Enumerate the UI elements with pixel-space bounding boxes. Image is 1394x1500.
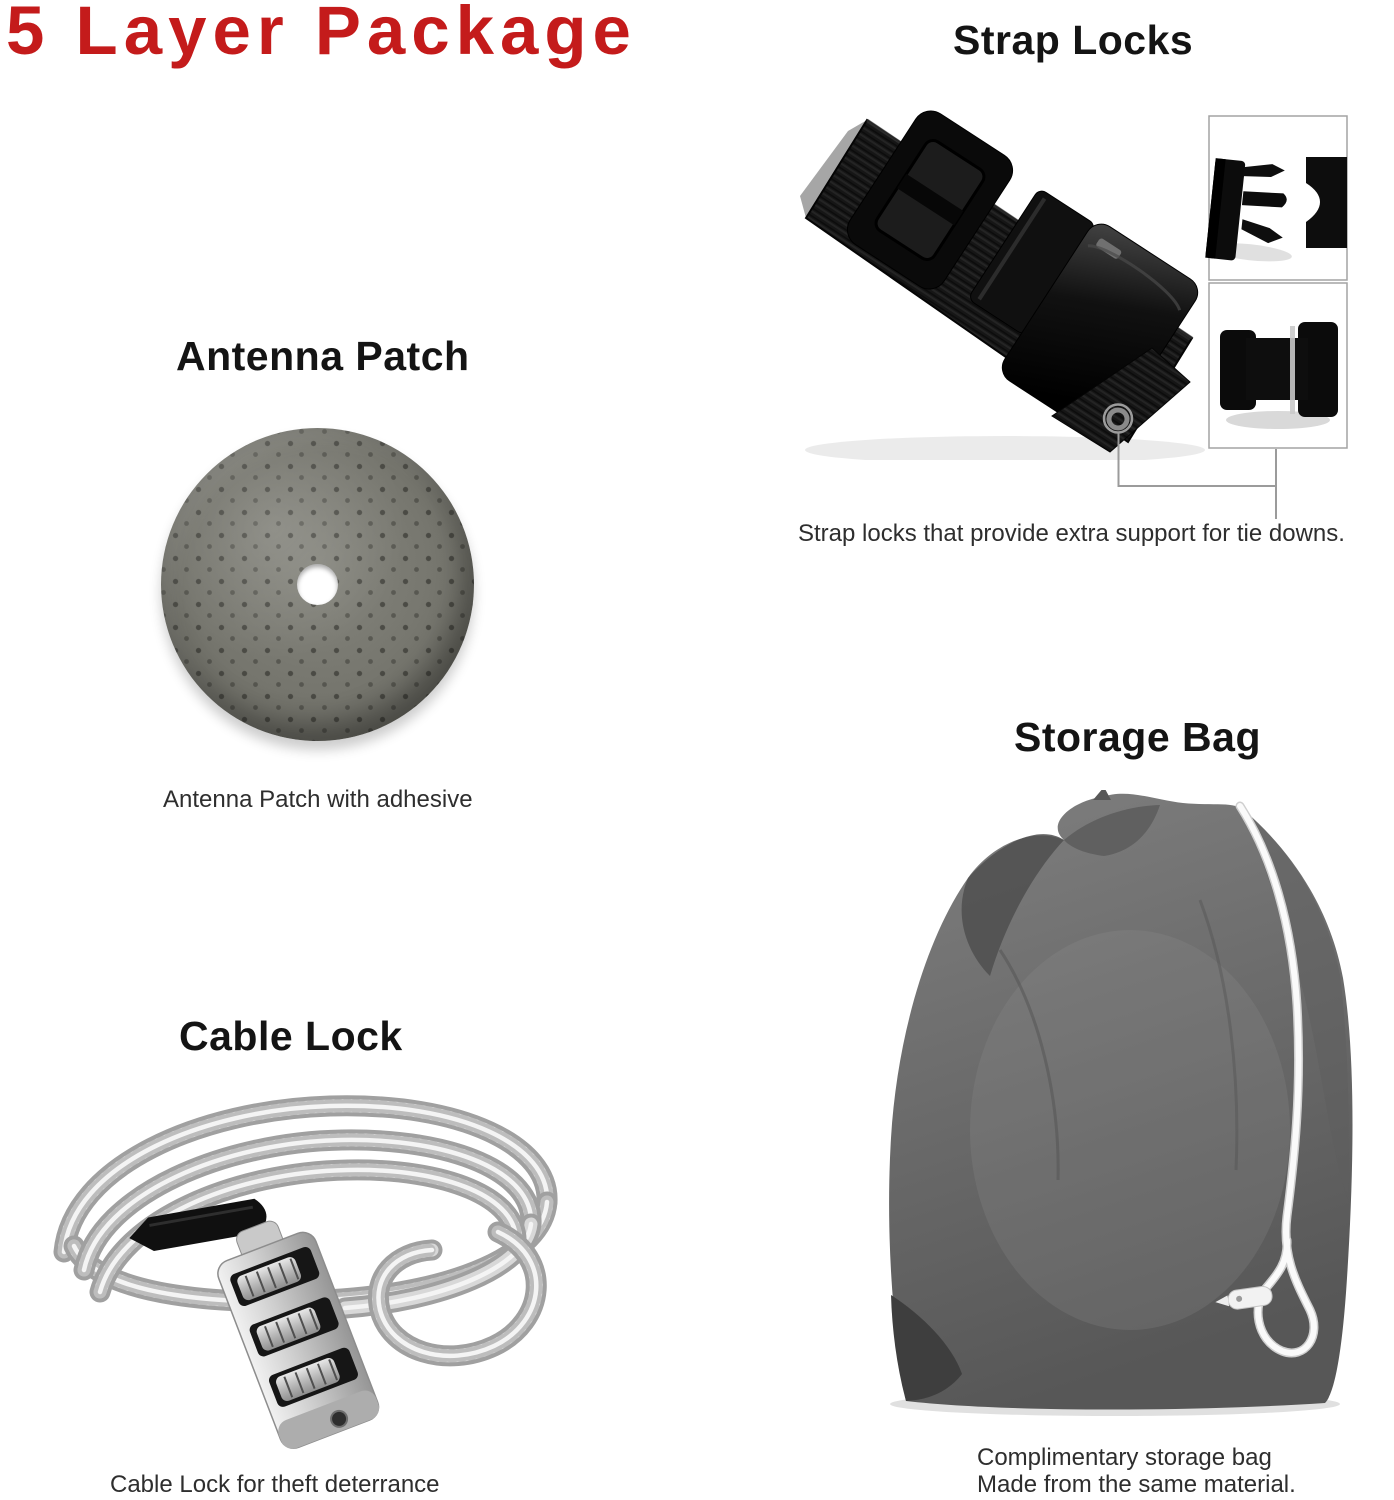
storage-bag-caption-line1: Complimentary storage bag — [977, 1444, 1272, 1471]
storage-bag-caption-line2: Made from the same material. — [977, 1470, 1296, 1498]
antenna-patch-heading: Antenna Patch — [176, 333, 470, 379]
strap-locks-heading: Strap Locks — [953, 17, 1194, 63]
antenna-patch-caption: Antenna Patch with adhesive — [163, 786, 473, 813]
antenna-patch-image — [161, 428, 474, 741]
cable-lock-caption: Cable Lock for theft deterrance — [110, 1471, 440, 1498]
combination-lock — [206, 1208, 383, 1453]
callout-circle — [1104, 405, 1132, 433]
page-title: 5 Layer Package — [6, 0, 637, 69]
cable-lock-image — [20, 1085, 590, 1485]
cable-lock-heading: Cable Lock — [179, 1013, 403, 1059]
storage-bag-caption — [977, 1445, 1296, 1498]
antenna-patch-hole — [297, 564, 338, 605]
storage-bag-heading: Storage Bag — [1014, 714, 1261, 760]
strap-buckle-insets — [1040, 110, 1360, 530]
storage-bag-image — [855, 790, 1370, 1450]
strap-locks-caption: Strap locks that provide extra support for tie downs. — [798, 520, 1345, 547]
